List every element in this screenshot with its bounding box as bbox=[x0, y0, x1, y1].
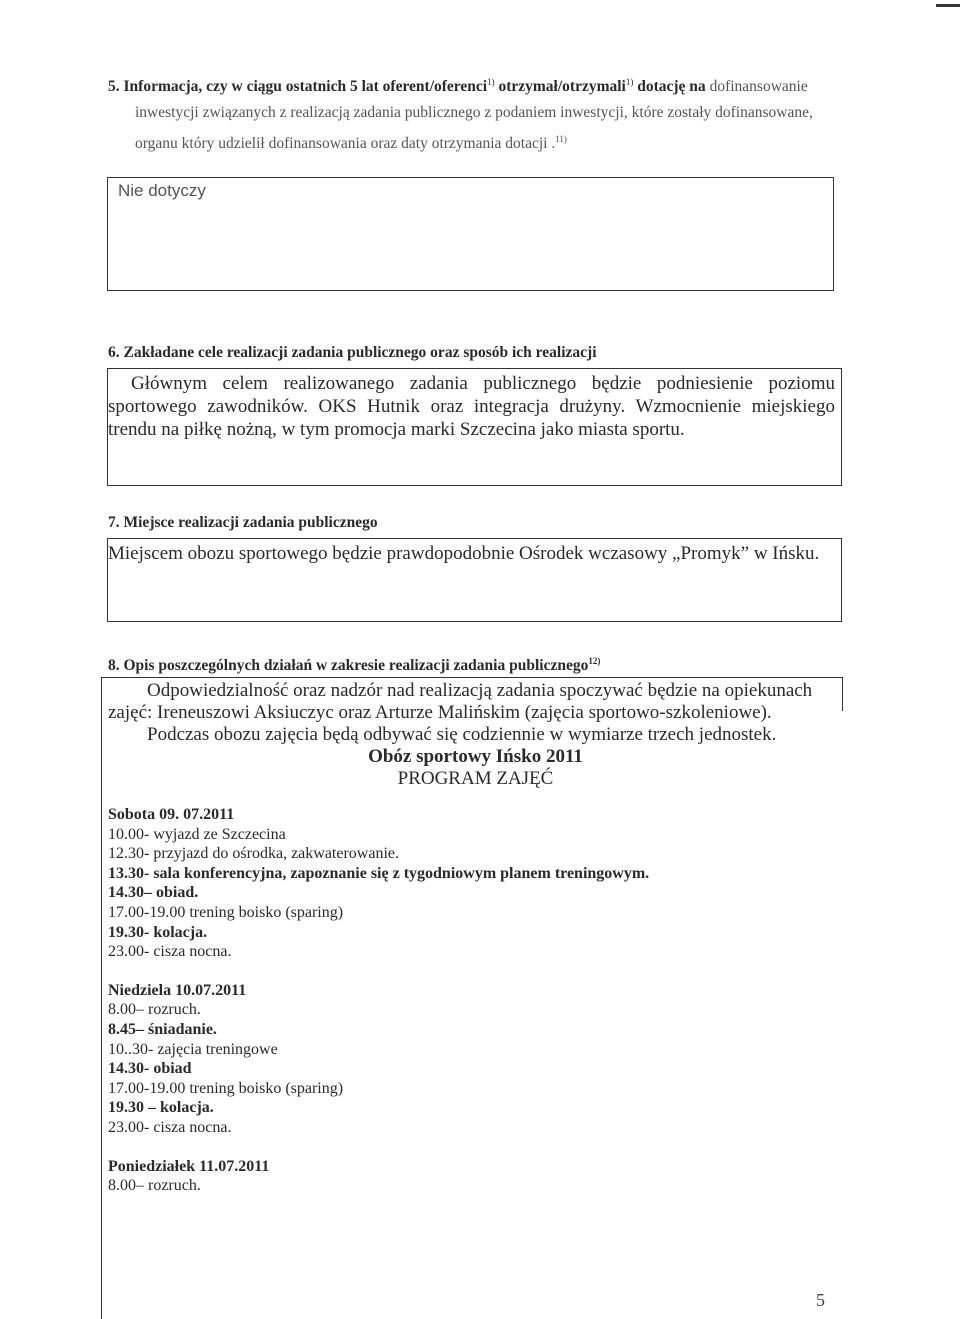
section5-sup2: 1) bbox=[625, 77, 634, 87]
schedule-item: 17.00-19.00 trening boisko (sparing) bbox=[108, 903, 344, 921]
section5-bold1: Informacja, czy w ciągu ostatnich 5 lat oferent/oferenci bbox=[123, 78, 488, 96]
section8-heading bbox=[108, 648, 850, 679]
schedule-item: 17.00-19.00 trening boisko (sparing) bbox=[108, 1079, 344, 1097]
schedule-item: 10..30- zajęcia treningowe bbox=[108, 1040, 278, 1058]
program-subtitle: PROGRAM ZAJĘĆ bbox=[397, 768, 554, 789]
section5-box bbox=[107, 177, 834, 291]
section5-num: 5. bbox=[108, 78, 120, 96]
schedule-item: 12.30- przyjazd do ośrodka, zakwaterowanie. bbox=[108, 845, 399, 863]
section5-heading bbox=[108, 69, 850, 157]
section5-sup3: 11) bbox=[555, 134, 567, 145]
page-number: 5 bbox=[816, 1290, 825, 1310]
section5-light1: dofinansowanie bbox=[709, 78, 808, 96]
schedule-item: 13.30- sala konferencyjna, zapoznanie się z tygodniowym planem treningowym. bbox=[108, 864, 650, 882]
section7-box bbox=[107, 538, 842, 622]
schedule-item: 8.00– rozruch. bbox=[108, 1001, 201, 1019]
section5-line2: inwestycji związanych z realizacją zadania publicznego z podaniem inwestycji, które zostały dofinansowane, bbox=[135, 104, 813, 122]
section6-line-3: trendu na piłkę nożną, w tym promocja marki Szczecina jako miasta sportu. bbox=[108, 419, 685, 440]
section5-line3: organu który udzielił dofinansowania oraz daty otrzymania dotacji . bbox=[135, 135, 556, 153]
section5-box-text: Nie dotyczy bbox=[118, 181, 206, 200]
section8-intro-1: Odpowiedzialność oraz nadzór nad realizacją zadania spoczywać będzie na opiekunach bbox=[147, 680, 813, 701]
schedule-item: 23.00- cisza nocna. bbox=[108, 943, 232, 961]
schedule-item: 14.30- obiad bbox=[108, 1060, 192, 1078]
schedule-item: 19.30- kolacja. bbox=[108, 923, 208, 941]
section7-heading bbox=[108, 510, 850, 536]
section5-bold3: dotację na bbox=[633, 78, 710, 96]
section6-box bbox=[107, 368, 842, 486]
section8-sup: 12) bbox=[588, 656, 601, 666]
schedule-item: 23.00- cisza nocna. bbox=[108, 1118, 232, 1136]
day-heading: Niedziela 10.07.2011 bbox=[108, 981, 247, 999]
section6-line-2: sportowego zawodników. OKS Hutnik oraz integracja drużyny. Wzmocnienie miejskiego bbox=[108, 396, 835, 417]
section8-box bbox=[101, 677, 843, 1319]
schedule-item: 8.00– rozruch. bbox=[108, 1177, 201, 1195]
day-heading: Sobota 09. 07.2011 bbox=[108, 806, 235, 823]
section5-sup1: 1) bbox=[487, 77, 495, 87]
day-heading: Poniedziałek 11.07.2011 bbox=[108, 1157, 270, 1175]
section6-line-1: Głównym celem realizowanego zadania publicznego będzie podniesienie poziomu bbox=[131, 373, 835, 394]
section7-heading-text: 7. Miejsce realizacji zadania publicznego bbox=[108, 514, 378, 531]
section8-heading-text: 8. Opis poszczególnych działań w zakresie realizacji zadania publicznego bbox=[108, 657, 589, 675]
section8-box-edge bbox=[842, 678, 844, 711]
section7-text: Miejscem obozu sportowego będzie prawdopodobnie Ośrodek wczasowy „Promyk” w Ińsku. bbox=[108, 543, 820, 564]
schedule-item: 8.45– śniadanie. bbox=[108, 1020, 217, 1038]
schedule-item: 19.30 – kolacja. bbox=[108, 1099, 214, 1117]
section5-bold2: otrzymał/otrzymali bbox=[494, 78, 626, 96]
section6-heading-text: 6. Zakładane cele realizacji zadania publicznego oraz sposób ich realizacji bbox=[108, 344, 597, 361]
scan-artifact bbox=[936, 4, 960, 7]
schedule-item: 10.00- wyjazd ze Szczecina bbox=[108, 825, 286, 843]
section8-intro-3: Podczas obozu zajęcia będą odbywać się codziennie w wymiarze trzech jednostek. bbox=[147, 724, 777, 745]
schedule-item: 14.30– obiad. bbox=[108, 884, 199, 902]
program-title: Obóz sportowy Ińsko 2011 bbox=[368, 746, 583, 767]
section8-intro-2: zajęć: Ireneuszowi Aksiuczyc oraz Arturze Malińskim (zajęcia sportowo-szkoleniowe). bbox=[108, 702, 772, 723]
section6-heading bbox=[108, 340, 850, 366]
